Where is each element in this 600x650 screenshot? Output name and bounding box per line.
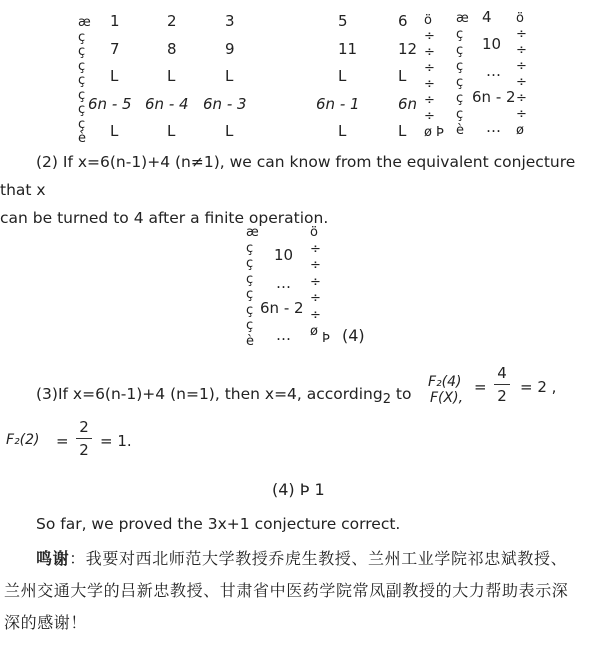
fraction-bar (494, 384, 510, 385)
matrix-cell: 6n - 2 (472, 88, 516, 106)
matrix-cell: 4 (482, 8, 492, 26)
ack-line-3: 深的感谢！ (4, 613, 88, 632)
bracket-glyph: ç (246, 240, 254, 256)
bracket-glyph: ö (516, 11, 524, 26)
bracket-glyph: æ (246, 225, 259, 240)
matrix-cell: … (486, 118, 501, 136)
bracket-glyph: ø (424, 125, 432, 140)
text: (3)If x=6(n-1)+4 (n=1), then x=4, according (36, 385, 383, 403)
paragraph-2 (0, 148, 600, 232)
bracket-glyph: ç (246, 256, 254, 271)
fraction-4-over-2 (494, 364, 510, 405)
bracket-glyph: ÷ (310, 291, 321, 306)
bracket-glyph: ç (78, 102, 86, 117)
bracket-glyph: ÷ (516, 107, 527, 122)
bracket-glyph: ç (78, 73, 86, 88)
matrix-cell: 6 (398, 12, 408, 30)
implies-arrow-icon: Þ (322, 331, 330, 346)
implies-arrow-icon: Þ (436, 125, 444, 140)
matrix-cell: L (110, 122, 119, 140)
bracket-glyph: è (78, 131, 86, 146)
bracket-glyph: ÷ (516, 91, 527, 106)
paragraph-3-text (36, 385, 411, 407)
bracket-glyph: ÷ (424, 93, 435, 108)
bracket-glyph: ç (456, 43, 464, 58)
matrix-cell: 11 (338, 40, 358, 58)
matrix-cell: 6n - 5 (88, 95, 132, 113)
conclusion-formula: (4) Þ 1 (272, 480, 325, 499)
matrix-cell: … (276, 274, 291, 292)
bracket-glyph: ç (456, 59, 464, 74)
bracket-glyph: ç (78, 29, 86, 45)
bracket-glyph: è (246, 333, 254, 349)
matrix-cell: … (276, 326, 291, 344)
bracket-glyph: ç (456, 107, 464, 122)
ack-line-2: 兰州交通大学的吕新忠教授、甘肃省中医药学院常凤副教授的大力帮助表示深 (4, 581, 569, 600)
bracket-glyph: ç (246, 287, 254, 302)
text: to (395, 385, 412, 403)
matrix-cell: L (338, 122, 347, 140)
fraction-bar (76, 438, 92, 439)
subscript: 2 (382, 392, 391, 408)
matrix-cell: 9 (225, 40, 235, 58)
bracket-glyph: ÷ (516, 27, 527, 42)
result-1: = 1. (100, 432, 132, 450)
ack-line-1: ：我要对西北师范大学教授乔虎生教授、兰州工业学院祁忠斌教授、 (69, 549, 568, 568)
bracket-glyph: ç (78, 58, 86, 74)
equals: = (474, 378, 487, 396)
bracket-glyph: ç (456, 91, 464, 106)
conclusion-text: So far, we proved the 3x+1 conjecture correct. (36, 515, 401, 533)
bracket-glyph: ÷ (516, 75, 527, 90)
bracket-glyph: ç (246, 302, 254, 318)
matrix-cell: 6n - 2 (260, 299, 304, 317)
matrix-cell: 10 (274, 246, 294, 264)
matrix-cell: 6n - 3 (203, 95, 247, 113)
matrix-cell: 12 (398, 40, 418, 58)
matrix-cell: L (225, 122, 234, 140)
numerator: 4 (497, 364, 507, 382)
matrix-result: (4) (342, 326, 365, 345)
bracket-glyph: æ (456, 11, 469, 26)
f2-of-4: F₂(4) (428, 374, 462, 390)
paragraph-2-line-2: can be turned to 4 after a finite operation. (0, 209, 329, 227)
matrix-cell: 6n (398, 95, 418, 113)
bracket-glyph: æ (78, 15, 91, 30)
result-2: = 2 , (520, 378, 557, 396)
matrix-cell: L (225, 67, 234, 85)
matrix-cell: L (398, 122, 407, 140)
bracket-glyph: ç (456, 75, 464, 90)
bracket-glyph: ö (310, 225, 318, 240)
matrix-cell: 6n - 1 (316, 95, 360, 113)
bracket-glyph: ÷ (310, 241, 321, 257)
bracket-glyph: ç (78, 44, 86, 59)
matrix-cell: 5 (338, 12, 348, 30)
bracket-glyph: ÷ (424, 29, 435, 44)
matrix-cell: 6n - 4 (145, 95, 189, 113)
bracket-glyph: ÷ (424, 77, 435, 92)
matrix-cell: 3 (225, 12, 235, 30)
equals: = (56, 432, 69, 450)
matrix-cell: 1 (110, 12, 120, 30)
bracket-glyph: ø (516, 123, 524, 138)
bracket-glyph: è (456, 123, 464, 138)
bracket-glyph: ÷ (424, 45, 435, 60)
bracket-glyph: ÷ (424, 109, 435, 124)
matrix-cell: L (167, 122, 176, 140)
bracket-glyph: ø (310, 324, 318, 339)
matrix-cell: 10 (482, 35, 502, 53)
bracket-glyph: ç (78, 116, 86, 132)
matrix-cell: L (167, 67, 176, 85)
f2-of-2: F₂(2) (6, 432, 40, 448)
numerator: 2 (79, 418, 89, 436)
ack-label: 鸣谢 (36, 549, 70, 568)
bracket-glyph: ÷ (310, 307, 321, 323)
bracket-glyph: ÷ (310, 274, 321, 290)
matrix-cell: … (486, 62, 501, 80)
fraction-2-over-2 (76, 418, 92, 459)
matrix-cell: L (398, 67, 407, 85)
denominator: 2 (79, 441, 89, 459)
f-of-x: F(X), (430, 390, 464, 406)
bracket-glyph: ç (456, 27, 464, 42)
matrix-cell: 8 (167, 40, 177, 58)
matrix-cell: L (338, 67, 347, 85)
paragraph-2-line-1: (2) If x=6(n-1)+4 (n≠1), we can know from the equivalent conjecture that x (0, 153, 576, 199)
denominator: 2 (497, 387, 507, 405)
bracket-glyph: ç (246, 271, 254, 287)
matrix-cell: 2 (167, 12, 177, 30)
matrix-cell: 7 (110, 40, 120, 58)
bracket-glyph: ç (246, 318, 254, 333)
matrix-cell: L (110, 67, 119, 85)
bracket-glyph: ÷ (516, 43, 527, 58)
bracket-glyph: ç (78, 87, 86, 103)
bracket-glyph: ÷ (516, 59, 527, 74)
acknowledgement (0, 543, 600, 639)
bracket-glyph: ö (424, 13, 432, 28)
bracket-glyph: ÷ (424, 61, 435, 76)
bracket-glyph: ÷ (310, 258, 321, 273)
